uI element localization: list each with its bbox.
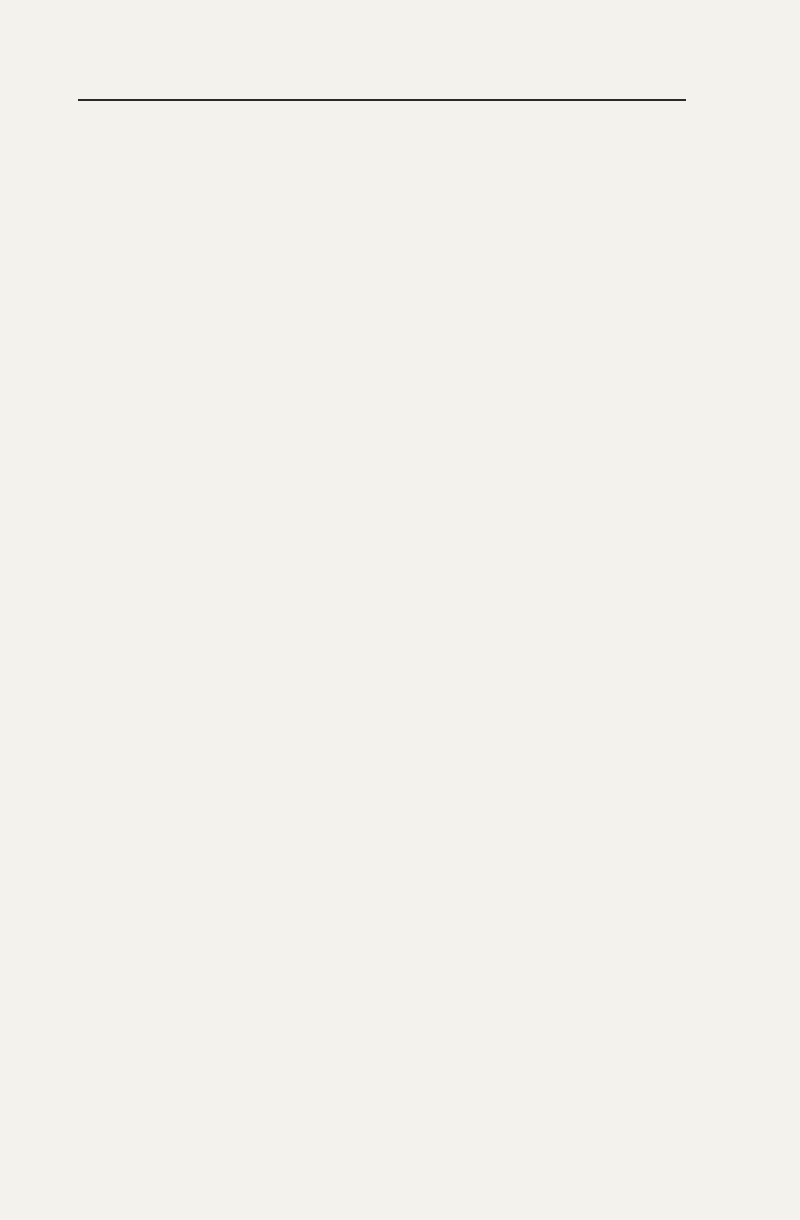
page-footer — [78, 1111, 686, 1129]
header-rule — [78, 99, 686, 101]
running-head — [78, 66, 684, 90]
